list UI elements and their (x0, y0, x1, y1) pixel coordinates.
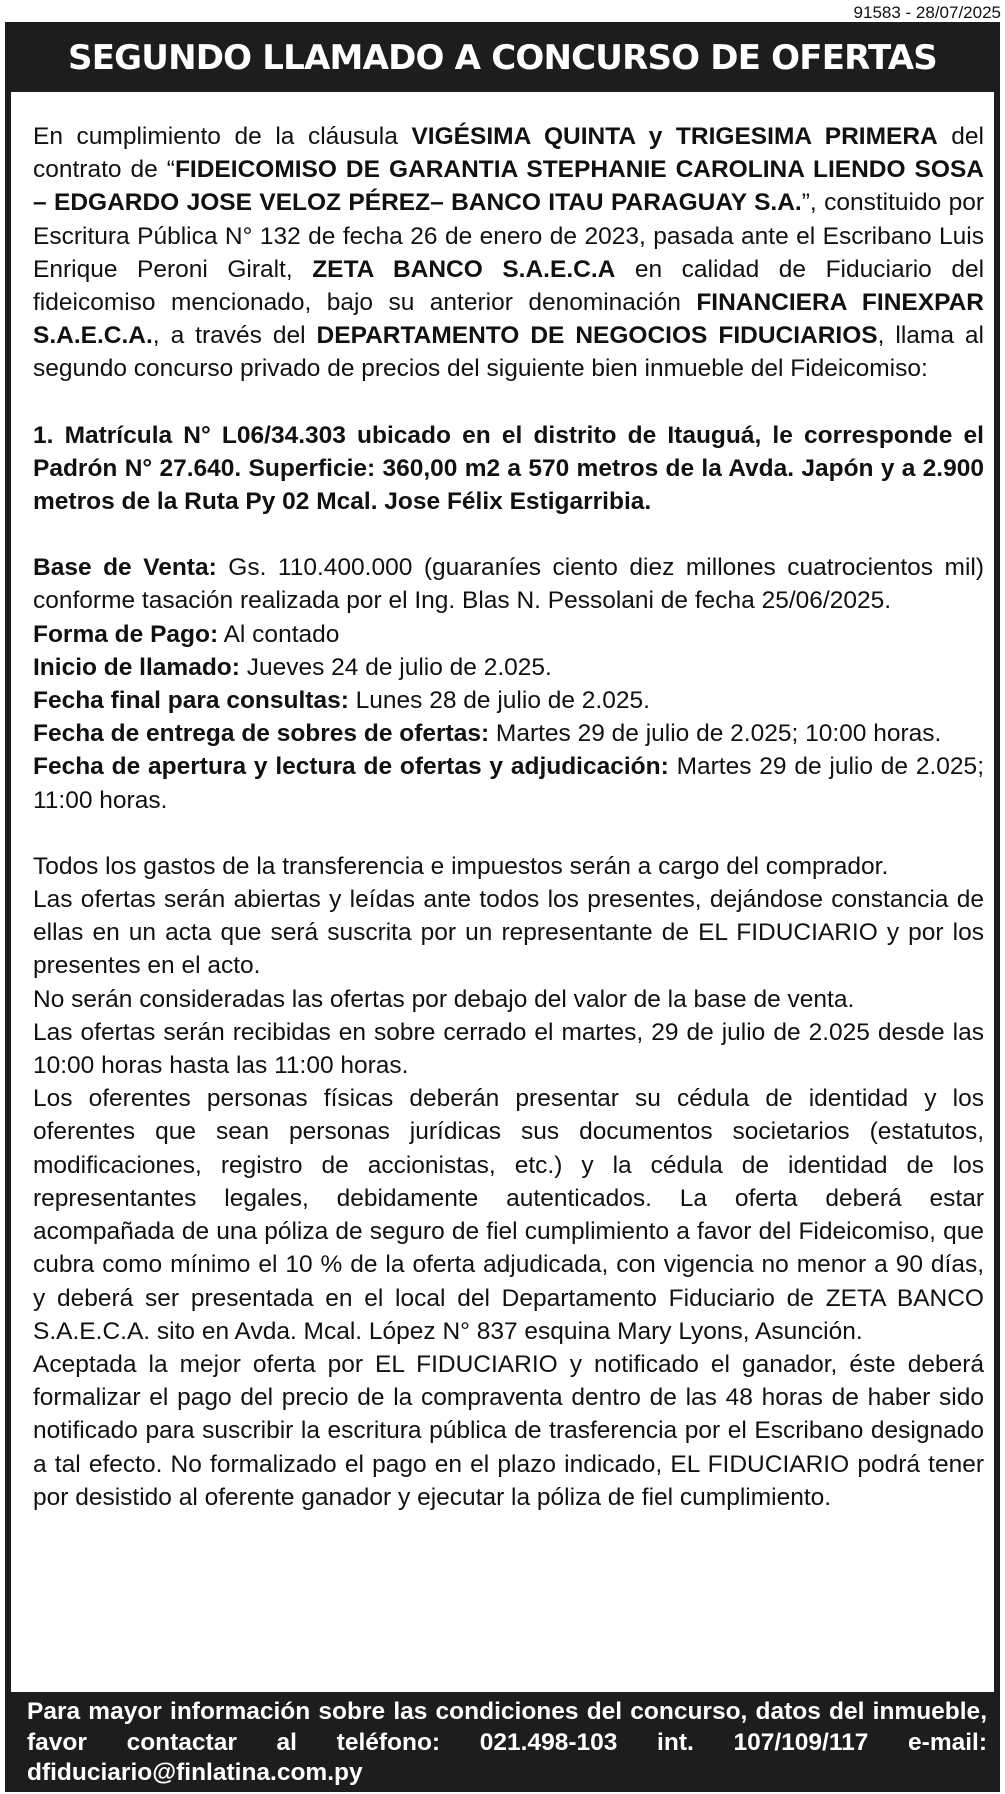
term-label: Base de Venta: (33, 554, 217, 582)
term-label: Forma de Pago: (33, 620, 219, 648)
term-label: Fecha final para consultas: (33, 687, 349, 715)
term-value: Martes 29 de julio de 2.025; 11:00 horas. (33, 753, 984, 814)
term-apertura-ofertas (33, 750, 984, 816)
property-description (33, 419, 984, 519)
term-value: Lunes 28 de julio de 2.025. (348, 687, 650, 715)
notice-frame (5, 22, 1000, 1792)
intro-text-1: En cumplimiento de la cláusula (33, 123, 412, 150)
intro-text-5: , a través del (152, 322, 317, 350)
intro-text-4: en calidad de Fiduciario del fideicomiso mencionado, bajo su anterior denominación (33, 255, 985, 317)
term-value: Jueves 24 de julio de 2.025. (239, 653, 552, 681)
term-forma-de-pago (33, 618, 984, 651)
term-value: Al contado (218, 620, 340, 648)
notice-body (11, 92, 994, 1692)
term-label: Fecha de entrega de sobres de ofertas: (33, 720, 490, 748)
intro-text-2: del contrato de “ (33, 123, 985, 184)
contract-clauses: VIGÉSIMA QUINTA y TRIGESIMA PRIMERA (411, 123, 938, 150)
intro-text-6: , llama al segundo concurso privado de precios del siguiente bien inmueble del Fideicomiso: (33, 322, 984, 383)
contact-footer: Para mayor información sobre las condiciones del concurso, datos del inmueble, favor contactar al teléfono: 021.498-103 int. 107/109/117 e-mail: dfiduciario@finlatina.com.py (27, 1698, 987, 1786)
term-label: Fecha de apertura y lectura de ofertas y adjudicación: (33, 753, 669, 781)
property-text: 1. Matrícula N° L06/34.303 ubicado en el distrito de Itauguá, le corresponde el Padrón N° 27.640. Superficie: 360,00 m2 a 570 metros de la Avda. Japón y a 2.900 metros de la Ruta Py 02 Mcal. Jose Félix Estigarribia. (33, 421, 984, 516)
term-inicio-llamado (33, 651, 984, 684)
term-value: Gs. 110.400.000 (guaraníes ciento diez millones cuatrocientos mil) conforme tasación realizada por el Ing. Blas N. Pessolani de fecha 25/06/2025. (33, 554, 984, 615)
former-name: FINANCIERA FINEXPAR S.A.E.C.A. (33, 289, 984, 350)
condition-gastos: Todos los gastos de la transferencia e impuestos serán a cargo del comprador. (33, 852, 889, 880)
publication-reference: 91583 - 28/07/2025 (853, 3, 1001, 22)
term-fecha-consultas (33, 684, 984, 717)
condition-recepcion: Las ofertas serán recibidas en sobre cerrado el martes, 29 de julio de 2.025 desde las 10:00 horas hasta las 11:00 horas. (33, 1018, 984, 1080)
condition-base-venta: No serán consideradas las ofertas por debajo del valor de la base de venta. (33, 985, 855, 1013)
trustee-name: ZETA BANCO S.A.E.C.A (312, 255, 616, 283)
intro-text-3: ”, constituido por Escritura Pública N° 132 de fecha 26 de enero de 2023, pasada ante el Escribano Luis Enrique Peroni Giralt, (33, 189, 984, 283)
intro-paragraph (33, 120, 984, 386)
term-base-venta (33, 551, 984, 617)
term-label: Inicio de llamado: (33, 653, 240, 681)
condition-adjudicacion: Aceptada la mejor oferta por EL FIDUCIARIO y notificado el ganador, éste deberá formalizar el pago del precio de la compraventa dentro de las 48 horas de haber sido notificado para suscribir la escritura pública de trasferencia por el Escribano designado a tal efecto. No formalizado el pago en el plazo indicado, EL FIDUCIARIO podrá tener por desistido al oferente ganador y ejecutar la póliza de fiel cumplimiento. (33, 1350, 984, 1511)
condition-documentos: Los oferentes personas físicas deberán presentar su cédula de identidad y los oferentes que sean personas jurídicas sus documentos societarios (estatutos, modificaciones, registro de accionistas, etc.) y la cédula de identidad de los representantes legales, debidamente autenticados. La oferta deberá estar acompañada de una póliza de seguro de fiel cumplimiento a favor del Fideicomiso, que cubra como mínimo el 10 % de la oferta adjudicada, con vigencia no menor a 90 días, y deberá ser presentada en el local del Departamento Fiduciario de ZETA BANCO S.A.E.C.A. sito en Avda. Mcal. López N° 837 esquina Mary Lyons, Asunción. (33, 1085, 984, 1345)
trust-name: FIDEICOMISO DE GARANTIA STEPHANIE CAROLINA LIENDO SOSA – EDGARDO JOSE VELOZ PÉREZ– BANCO ITAU PARAGUAY S.A. (33, 156, 984, 217)
department-name: DEPARTAMENTO DE NEGOCIOS FIDUCIARIOS (316, 322, 878, 350)
condition-apertura: Las ofertas serán abiertas y leídas ante todos los presentes, dejándose constancia de ellas en un acta que será suscrita por un representante de EL FIDUCIARIO y por los presentes en el acto. (33, 886, 984, 980)
term-value: Martes 29 de julio de 2.025; 10:00 horas. (489, 720, 942, 748)
term-entrega-sobres (33, 717, 984, 750)
notice-title: SEGUNDO LLAMADO A CONCURSO DE OFERTAS (68, 38, 937, 78)
